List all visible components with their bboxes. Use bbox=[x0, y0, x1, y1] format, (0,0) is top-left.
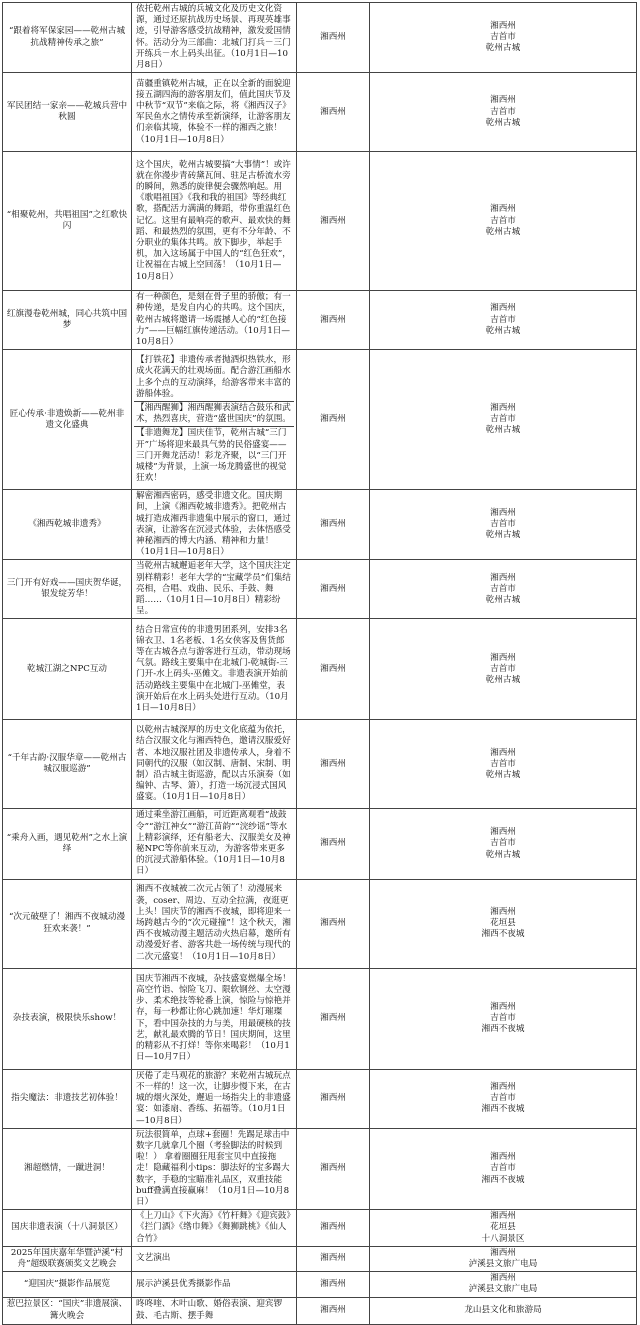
event-description: 国庆节湘西不夜城，杂技盛宴燃爆全场！高空竹诣、惊险飞刀、限软钢丝、太空漫步、柔术绝技等轮番上演，惊险与惊艳并存，每一秒都让你心跳加速！华灯璀璨下，看中国杂技的力与美，用最硬核的技艺，献礼最欢腾的节日！国庆期间，这里的精彩从不打烊！等你来喝彩！（10月1日—10月7日） bbox=[136, 973, 291, 1063]
location-line: 乾州古城 bbox=[485, 849, 521, 860]
event-location-cell bbox=[370, 560, 637, 619]
event-description: 【非遗舞龙】国庆佳节，乾州古城“三门开”广场将迎来最具气势的民俗盛宴——三门开舞龙活动！彩龙齐聚，以“三门开城楼”为背景，上演一场龙腾盛世的视觉狂欢！ bbox=[136, 428, 287, 484]
table-row bbox=[3, 809, 637, 879]
event-description-cell bbox=[132, 152, 297, 291]
location-line: 湘西州 bbox=[490, 303, 516, 314]
event-location-cell bbox=[370, 1210, 637, 1247]
location-line: 吉首市 bbox=[490, 32, 516, 42]
event-name-cell: 红旗漫卷乾州城，同心共筑中国梦 bbox=[3, 291, 132, 350]
location-line: 吉首市 bbox=[490, 583, 516, 594]
event-description-cell bbox=[132, 560, 297, 619]
location-line: 湘西州 bbox=[490, 1273, 516, 1284]
event-region-cell: 湘西州 bbox=[297, 73, 370, 152]
event-description: 以乾州古城深厚的历史文化底蕴为依托，结合汉服文化与湘西特色，邀请汉服爱好者、本地汉服社团及非遗传承人，身着不同朝代的汉服（如汉制、唐制、宋制、明制）沿古城主街巡游，配以古乐演奏（如编钟、古琴、箫），打造一场沉浸式国风盛宴。（10月1日—10月8日） bbox=[136, 725, 291, 803]
location-line: 花垣县 bbox=[490, 1222, 516, 1233]
event-description: 厌倦了走马观花的旅游？来乾州古城玩点不一样的！这一次，让脚步慢下来，在古城的烟火深处，邂逅一场指尖上的非遗盛宴：如漆扇、香练、拓福等。（10月1日—10月8日） bbox=[136, 1070, 291, 1126]
event-region-cell: 湘西州 bbox=[297, 968, 370, 1069]
location-line: 湘西州 bbox=[490, 20, 516, 31]
location-line: 湘西州 bbox=[490, 572, 516, 583]
event-description: 【湘西醒狮】湘西醒狮表演结合鼓乐和武术，热烈喜庆，营造“盛世国庆”的氛围。 bbox=[134, 402, 294, 427]
event-region-cell: 湘西州 bbox=[297, 1246, 370, 1271]
event-description-cell bbox=[132, 619, 297, 720]
table-row bbox=[3, 1272, 637, 1297]
event-description: 当乾州古城邂逅老年大学，这个国庆注定别样精彩！老年大学的“宝藏学员”们集结亮相，合唱、戏曲、民乐、手鼓、舞蹈……（10月1日—10月8日）精彩纷呈。 bbox=[136, 561, 291, 617]
event-description: 依托乾州古城的兵城文化及历史文化资源，通过还原抗战历史场景、再现英雄事迹，引导游客感受抗战精神，激发爱国情怀。活动分为三部曲：北城门打兵－三门开练兵－水上码头出征。（10月1日—10月8日） bbox=[136, 4, 291, 71]
location-line: 湘西州 bbox=[490, 906, 516, 917]
events-table-body bbox=[3, 3, 637, 1325]
event-location-cell bbox=[370, 720, 637, 809]
location-line: 湘西不夜城 bbox=[481, 1024, 525, 1035]
event-description: 【打铁花】非遗传承者抛洒炽热铁水，形成火花满天的壮观场面。配合游江画船水上多个点的互动演绎，给游客带来丰富的游船体验。 bbox=[134, 354, 294, 402]
event-name-cell: “相聚乾州，共唱祖国”之红歌快闪 bbox=[3, 152, 132, 291]
event-description-cell bbox=[132, 291, 297, 350]
table-row bbox=[3, 1297, 637, 1324]
location-line: 湘西州 bbox=[490, 747, 516, 758]
event-description-cell bbox=[132, 1272, 297, 1297]
location-line: 湘西州 bbox=[490, 652, 516, 663]
event-description: 《上刀山》《下火海》《竹杆舞》《迎宾鼓》《拦门酒》《绺巾舞》《舞狮跳桃》《仙人合竹》 bbox=[136, 1211, 291, 1244]
event-name-cell: “次元破壁了！湘西不夜城动漫狂欢来袭！” bbox=[3, 879, 132, 968]
table-row bbox=[3, 1069, 637, 1128]
event-region-cell: 湘西州 bbox=[297, 560, 370, 619]
table-row bbox=[3, 1210, 637, 1247]
location-line: 乾州古城 bbox=[485, 226, 521, 237]
location-line: 湘西州 bbox=[490, 1152, 516, 1163]
event-region-cell: 湘西州 bbox=[297, 1272, 370, 1297]
location-line: 湘西州 bbox=[490, 508, 516, 519]
table-row bbox=[3, 1246, 637, 1271]
event-description-cell bbox=[132, 720, 297, 809]
location-line: 湘西不夜城 bbox=[481, 1174, 525, 1185]
location-line: 龙山县文化和旅游局 bbox=[464, 1304, 542, 1315]
event-location-cell bbox=[370, 879, 637, 968]
event-name-cell: 《湘西乾城非遗秀》 bbox=[3, 490, 132, 560]
location-line: 吉首市 bbox=[490, 758, 516, 769]
event-region-cell: 湘西州 bbox=[297, 3, 370, 73]
event-description-cell bbox=[132, 350, 297, 490]
event-description-cell bbox=[132, 809, 297, 879]
events-table bbox=[2, 2, 637, 1325]
location-line: 吉首市 bbox=[490, 519, 516, 530]
location-line: 泸溪县文旅广电局 bbox=[468, 1258, 538, 1269]
table-row bbox=[3, 619, 637, 720]
event-description-cell bbox=[132, 1128, 297, 1209]
event-description: 结合日常宣传的非遗男团系列，安排3名锦衣卫、1名老板、1名女侠客及售货郎等在古城各点与游客进行互动，带动现场气氛。路线主要集中在北城门-乾城街-三门开-水上码头-巫傩文。非遗表演开始前活动路线主要集中在北城门-巫傩堂，表演开始后在水上码头处进行互动。（10月1日—10月8日） bbox=[136, 624, 291, 714]
table-row bbox=[3, 879, 637, 968]
event-region-cell: 湘西州 bbox=[297, 809, 370, 879]
event-description-cell bbox=[132, 968, 297, 1069]
location-line: 湘西州 bbox=[490, 1081, 516, 1092]
location-line: 吉首市 bbox=[490, 106, 516, 117]
location-line: 泸溪县文旅广电局 bbox=[468, 1284, 538, 1295]
event-description: 这个国庆，乾州古城要搞“大事情”！或许就在你漫步青砖黛瓦间、驻足古桥流水旁的瞬间，熟悉的旋律便会骤然响起。用《歌唱祖国》《我和我的祖国》等经典红歌，搭配活力满满的舞蹈，带你重温红色记忆。这里有最响亮的歌声、最欢快的舞蹈、和最热烈的氛围，更有不分年龄、不分职业的集体共鸣。放下脚步，举起手机，加入这场属于中国人的“红色狂欢”，让祝福在古城上空回荡！（10月1日—10月8日） bbox=[136, 159, 291, 282]
location-line: 花垣县 bbox=[490, 918, 516, 929]
event-location-cell bbox=[370, 73, 637, 152]
event-location-cell bbox=[370, 1128, 637, 1209]
event-description-cell bbox=[132, 1210, 297, 1247]
event-location-cell bbox=[370, 968, 637, 1069]
event-location-cell bbox=[370, 3, 637, 73]
event-name-cell: 惹巴拉景区：“国庆”非遗展演、篝火晚会 bbox=[3, 1297, 132, 1324]
location-line: 乾州古城 bbox=[485, 325, 521, 336]
event-description: 有一种颜色，是刻在骨子里的骄傲；有一种传递，是发自内心的共鸣。这个国庆，乾州古城将邀请一场震撼人心的“红色接力”——巨幅红旗传递活动。（10月1日—10月8日） bbox=[136, 292, 291, 348]
table-row bbox=[3, 152, 637, 291]
event-location-cell bbox=[370, 152, 637, 291]
table-row bbox=[3, 1128, 637, 1209]
event-region-cell: 湘西州 bbox=[297, 619, 370, 720]
location-line: 乾州古城 bbox=[485, 43, 521, 54]
event-name-cell: 乾城江湖之NPC互动 bbox=[3, 619, 132, 720]
event-description: 解密湘西密码，感受非遗文化。国庆期间，上演《湘西乾城非遗秀》。把乾州古城打造成湘西非遗集中展示的窗口，通过表演，让游客在沉浸式体验，去体悟感受神秘湘西的博大内涵、精神和力量！（10月1日—10月8日） bbox=[136, 491, 291, 558]
event-location-cell bbox=[370, 619, 637, 720]
event-region-cell: 湘西州 bbox=[297, 1297, 370, 1324]
table-row bbox=[3, 968, 637, 1069]
location-line: 乾州古城 bbox=[485, 770, 521, 781]
location-line: 湘西不夜城 bbox=[481, 929, 525, 940]
event-name-cell: 匠心传承·非遗焕新——乾州非遗文化盛典 bbox=[3, 350, 132, 490]
event-region-cell: 湘西州 bbox=[297, 1069, 370, 1128]
event-name-cell: 2025年国庆嘉年华暨泸溪“村舟”超级联赛颁奖文艺晚会 bbox=[3, 1246, 132, 1271]
event-location-cell bbox=[370, 1297, 637, 1324]
table-row bbox=[3, 490, 637, 560]
table-row bbox=[3, 291, 637, 350]
event-location-cell bbox=[370, 490, 637, 560]
location-line: 吉首市 bbox=[490, 838, 516, 849]
event-location-cell bbox=[370, 350, 637, 490]
location-line: 湘西州 bbox=[490, 1001, 516, 1012]
event-name-cell: “跟着将军保家园——乾州古城抗战精神传承之旅” bbox=[3, 3, 132, 73]
event-region-cell: 湘西州 bbox=[297, 1128, 370, 1209]
event-description-cell bbox=[132, 1069, 297, 1128]
location-line: 乾州古城 bbox=[485, 117, 521, 128]
location-line: 乾州古城 bbox=[485, 530, 521, 541]
table-row bbox=[3, 350, 637, 490]
location-line: 乾州古城 bbox=[485, 675, 521, 686]
location-line: 吉首市 bbox=[490, 663, 516, 674]
event-name-cell: 湘超燃情，一蹴进洞！ bbox=[3, 1128, 132, 1209]
location-line: 湘西州 bbox=[490, 204, 516, 215]
location-line: 吉首市 bbox=[490, 414, 516, 425]
event-location-cell bbox=[370, 1069, 637, 1128]
location-line: 吉首市 bbox=[490, 1013, 516, 1024]
event-description: 咚咚喹、木叶山歌、婚俗表演、迎宾锣鼓、毛古斯、摆手舞 bbox=[136, 1299, 283, 1321]
table-row bbox=[3, 3, 637, 73]
location-line: 乾州古城 bbox=[485, 425, 521, 436]
event-description: 玩法很简单，点球+套圈！先踢足球击中数字几就拿几个圈（考验脚法的时候到啦！） 拿着圈圈狂甩套宝贝中直接拖走！隐藏福利小tips：脚法好的宝多踢大数字，手稳的宝瞄准礼品区，双重技能buff叠满直接赢麻！（10月1日—10月8日） bbox=[136, 1129, 290, 1207]
event-description-cell bbox=[132, 1246, 297, 1271]
event-description: 通过乘坐游江画船，可近距离观看“战鼓令”“游江神女”“游江苗韵”“浣纱谣”等水上精彩演绎，还有船老大、汉服美女及神秘NPC等你前来互动，为游客带来更多的沉浸式游船体验。（10月1日—10月8日） bbox=[136, 810, 291, 877]
event-location-cell bbox=[370, 1272, 637, 1297]
event-region-cell: 湘西州 bbox=[297, 1210, 370, 1247]
event-region-cell: 湘西州 bbox=[297, 152, 370, 291]
event-name-cell: 军民团结一家亲——乾城兵营中秋圆 bbox=[3, 73, 132, 152]
location-line: 吉首市 bbox=[490, 215, 516, 226]
event-region-cell: 湘西州 bbox=[297, 490, 370, 560]
event-name-cell: 国庆非遗表演（十八洞景区） bbox=[3, 1210, 132, 1247]
event-region-cell: 湘西州 bbox=[297, 350, 370, 490]
location-line: 吉首市 bbox=[490, 1163, 516, 1174]
event-description-cell bbox=[132, 490, 297, 560]
location-line: 湘西州 bbox=[490, 402, 516, 413]
event-description: 湘西不夜城被二次元占领了！动漫展来袭，coser、周边、互动全拉满，夜逛更上头！国庆节的湘西不夜城，即将迎来一场跨越古今的“次元碰撞”！这个秋天，湘西不夜城动漫主题活动火热启幕，邀所有动漫爱好者、游客共赴一场传统与现代的二次元盛宴！（10月1日—10月8日） bbox=[136, 884, 291, 962]
location-line: 湘西州 bbox=[490, 95, 516, 106]
location-line: 吉首市 bbox=[490, 1093, 516, 1104]
event-description: 展示泸溪县优秀摄影作品 bbox=[136, 1278, 231, 1289]
table-row bbox=[3, 720, 637, 809]
location-line: 湘西州 bbox=[490, 1247, 516, 1258]
event-location-cell bbox=[370, 291, 637, 350]
event-description-cell bbox=[132, 73, 297, 152]
event-name-cell: “乘舟入画，遇见乾州”之水上演绎 bbox=[3, 809, 132, 879]
location-line: 湘西州 bbox=[490, 827, 516, 838]
location-line: 吉首市 bbox=[490, 314, 516, 325]
event-name-cell: 指尖魔法：非遗技艺初体验！ bbox=[3, 1069, 132, 1128]
location-line: 湘西州 bbox=[490, 1211, 516, 1222]
event-description-cell bbox=[132, 879, 297, 968]
event-description-cell bbox=[132, 1297, 297, 1324]
table-row bbox=[3, 73, 637, 152]
event-name-cell: 杂技表演，极限快乐show！ bbox=[3, 968, 132, 1069]
event-description-cell bbox=[132, 3, 297, 73]
location-line: 乾州古城 bbox=[485, 595, 521, 606]
location-line: 湘西不夜城 bbox=[481, 1104, 525, 1115]
event-region-cell: 湘西州 bbox=[297, 291, 370, 350]
event-description: 文艺演出 bbox=[136, 1253, 171, 1264]
event-name-cell: “迎国庆”摄影作品展览 bbox=[3, 1272, 132, 1297]
location-line: 十八洞景区 bbox=[481, 1233, 525, 1244]
event-name-cell: 三门开有好戏——国庆贺华诞，银发绽芳华！ bbox=[3, 560, 132, 619]
event-region-cell: 湘西州 bbox=[297, 720, 370, 809]
event-description: 苗疆重镇乾州古城，正在以全新的面貌迎接五湖四海的游客朋友们，值此国庆节及中秋节“双节”来临之际，将《湘西汉子》军民鱼水之情传承至新演绎，让游客朋友们亲临其境，体验不一样的湘西之旅！（10月1日—10月8日） bbox=[136, 78, 291, 145]
event-name-cell: “千年古韵·汉服华章——乾州古城汉服巡游” bbox=[3, 720, 132, 809]
table-row bbox=[3, 560, 637, 619]
event-location-cell bbox=[370, 809, 637, 879]
event-location-cell bbox=[370, 1246, 637, 1271]
event-region-cell: 湘西州 bbox=[297, 879, 370, 968]
